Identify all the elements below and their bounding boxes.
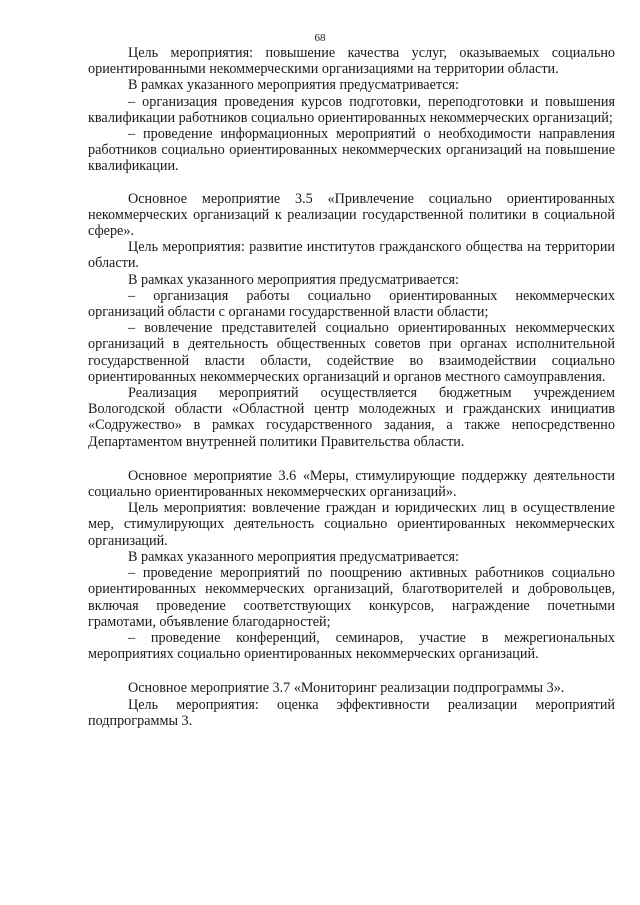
paragraph-provisions-intro: В рамках указанного мероприятия предусматривается: bbox=[128, 77, 460, 94]
heading-measure-3-5: Основное мероприятие 3.5 «Привлечение социально ориентированных некоммерческих организаций к реализации государственной политики в социальной сфере». bbox=[88, 190, 615, 240]
paragraph-goal-3-5: Цель мероприятия: развитие институтов гражданского общества на территории области. bbox=[88, 239, 615, 272]
heading-measure-3-6: Основное мероприятие 3.6 «Меры, стимулирующие поддержку деятельности социально ориентированных некоммерческих организаций». bbox=[88, 467, 615, 501]
page-number: 68 bbox=[314, 32, 326, 44]
paragraph-implementation: Реализация мероприятий осуществляется бюджетным учреждением Вологодской области «Областной центр молодежных и гражданских инициатив «Содружество» в рамках государственного задания, а также непосредственно Департаментом внутренней политики Правительства области. bbox=[88, 385, 615, 450]
list-item-cooperation: – организация работы социально ориентированных некоммерческих организаций области с органами государственной власти области; bbox=[88, 287, 615, 321]
list-item-involvement: – вовлечение представителей социально ориентированных некоммерческих организаций в деятельность общественных советов при органах исполнительной государственной власти области, содействие во взаимодействии социально ориентированных некоммерческих организаций и органов местного самоуправления. bbox=[88, 320, 615, 385]
paragraph-goal-3-7: Цель мероприятия: оценка эффективности реализации мероприятий подпрограммы 3. bbox=[88, 696, 615, 729]
heading-measure-3-7: Основное мероприятие 3.7 «Мониторинг реализации подпрограммы 3». bbox=[128, 680, 565, 697]
list-item-info-events: – проведение информационных мероприятий о необходимости направления работников социально ориентированных некоммерческих организаций на повышение квалификации. bbox=[88, 126, 615, 175]
paragraph-goal-3-4: Цель мероприятия: повышение качества услуг, оказываемых социально ориентированными некоммерческими организациями на территории области. bbox=[88, 45, 615, 78]
list-item-encouragement: – проведение мероприятий по поощрению активных работников социально ориентированных некоммерческих организаций, благотворителей и добровольцев, включая проведение соответствующих конкурсов, награждение почетными грамотами, объявление благодарностей; bbox=[88, 565, 615, 630]
list-item-courses: – организация проведения курсов подготовки, переподготовки и повышения квалификации работников социально ориентированных некоммерческих организаций; bbox=[88, 93, 615, 126]
paragraph-goal-3-6: Цель мероприятия: вовлечение граждан и юридических лиц в осуществление мер, стимулирующих деятельность социально ориентированных некоммерческих организаций. bbox=[88, 500, 615, 549]
paragraph-provisions-intro: В рамках указанного мероприятия предусматривается: bbox=[128, 271, 460, 288]
paragraph-provisions-intro: В рамках указанного мероприятия предусматривается: bbox=[128, 548, 460, 565]
list-item-conferences: – проведение конференций, семинаров, участие в межрегиональных мероприятиях социально ориентированных некоммерческих организаций. bbox=[88, 629, 615, 663]
document-body bbox=[88, 45, 615, 729]
